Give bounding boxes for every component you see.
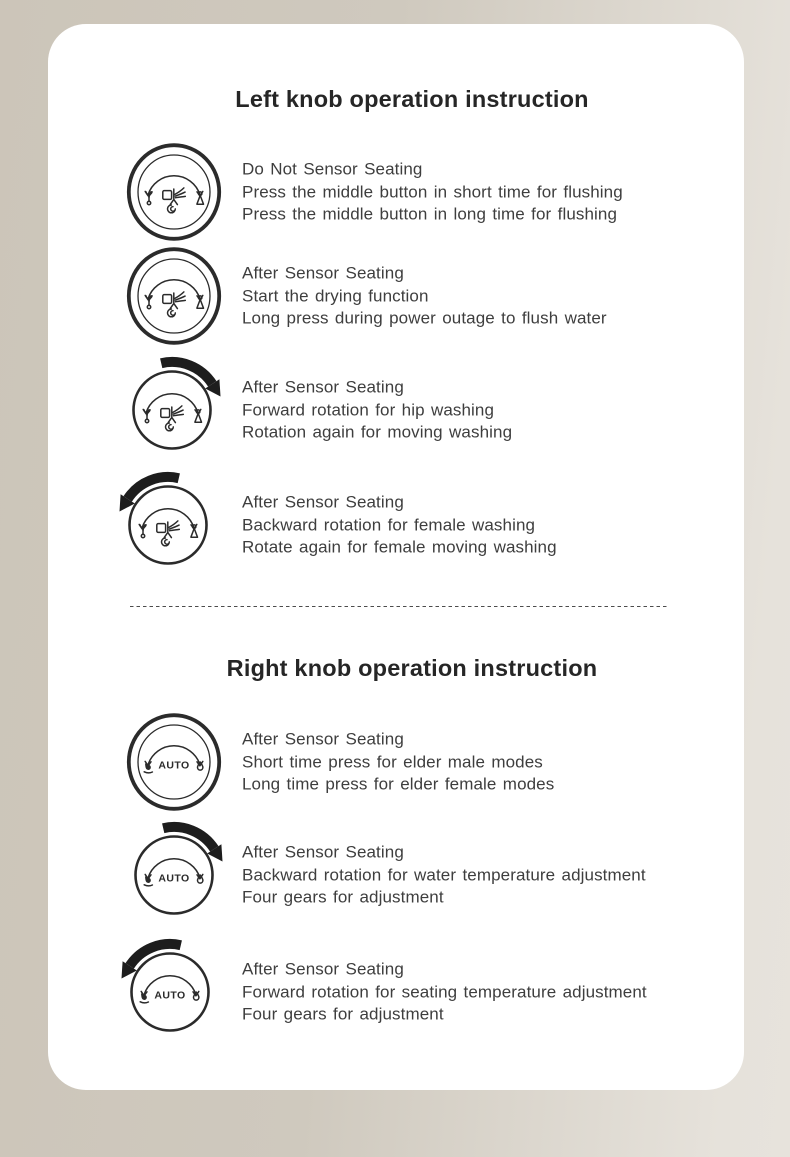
instruction-row xyxy=(48,467,744,583)
instruction-line: Forward rotation for hip washing xyxy=(242,399,495,419)
instruction-row xyxy=(48,934,744,1050)
instruction-card xyxy=(48,24,744,1090)
knob-rotate-clockwise-icon xyxy=(117,346,237,466)
instruction-row xyxy=(48,817,744,933)
section-title-left: Left knob operation instruction xyxy=(235,86,589,112)
dashed-divider xyxy=(130,606,668,607)
instruction-line: Press the middle button in short time for flushing xyxy=(242,181,623,201)
instruction-text xyxy=(242,158,623,226)
instruction-row xyxy=(48,352,744,468)
instruction-text xyxy=(242,376,512,444)
section-title-right: Right knob operation instruction xyxy=(226,655,598,681)
instruction-line: Long press during power outage to flush water xyxy=(242,308,607,328)
instruction-heading: After Sensor Seating xyxy=(242,959,404,979)
auto-label: AUTO xyxy=(154,989,186,1002)
instruction-line: Short time press for elder male modes xyxy=(242,751,543,771)
instruction-heading: After Sensor Seating xyxy=(242,377,404,397)
knob-rotate-counterclockwise-icon xyxy=(113,461,233,581)
instruction-text xyxy=(242,491,557,559)
knob-auto-rotate-counterclockwise-icon xyxy=(115,928,235,1048)
instruction-row xyxy=(48,238,744,354)
instruction-line: Rotation again for moving washing xyxy=(242,422,513,442)
instruction-heading: Do Not Sensor Seating xyxy=(242,159,423,179)
knob-auto-press-icon xyxy=(124,712,224,812)
instruction-line: Press the middle button in long time for flushing xyxy=(242,204,618,224)
instruction-row xyxy=(48,134,744,250)
instruction-text xyxy=(242,728,554,796)
instruction-line: Forward rotation for seating temperature adjustment xyxy=(242,981,647,1001)
instruction-text xyxy=(242,262,607,330)
knob-press-icon xyxy=(124,246,224,346)
instruction-heading: After Sensor Seating xyxy=(242,263,404,283)
instruction-line: Backward rotation for water temperature adjustment xyxy=(242,864,646,884)
instruction-heading: After Sensor Seating xyxy=(242,729,404,749)
instruction-line: Backward rotation for female washing xyxy=(242,514,536,534)
instruction-line: Four gears for adjustment xyxy=(242,887,444,907)
knob-auto-rotate-clockwise-icon xyxy=(119,811,239,931)
instruction-heading: After Sensor Seating xyxy=(242,842,404,862)
instruction-line: Start the drying function xyxy=(242,285,429,305)
instruction-text xyxy=(242,841,646,909)
instruction-row xyxy=(48,704,744,820)
auto-label: AUTO xyxy=(158,872,190,885)
instruction-heading: After Sensor Seating xyxy=(242,492,404,512)
auto-label: AUTO xyxy=(158,759,190,772)
instruction-line: Four gears for adjustment xyxy=(242,1004,444,1024)
knob-press-icon xyxy=(124,142,224,242)
instruction-line: Rotate again for female moving washing xyxy=(242,537,557,557)
instruction-line: Long time press for elder female modes xyxy=(242,774,555,794)
instruction-text xyxy=(242,958,647,1026)
